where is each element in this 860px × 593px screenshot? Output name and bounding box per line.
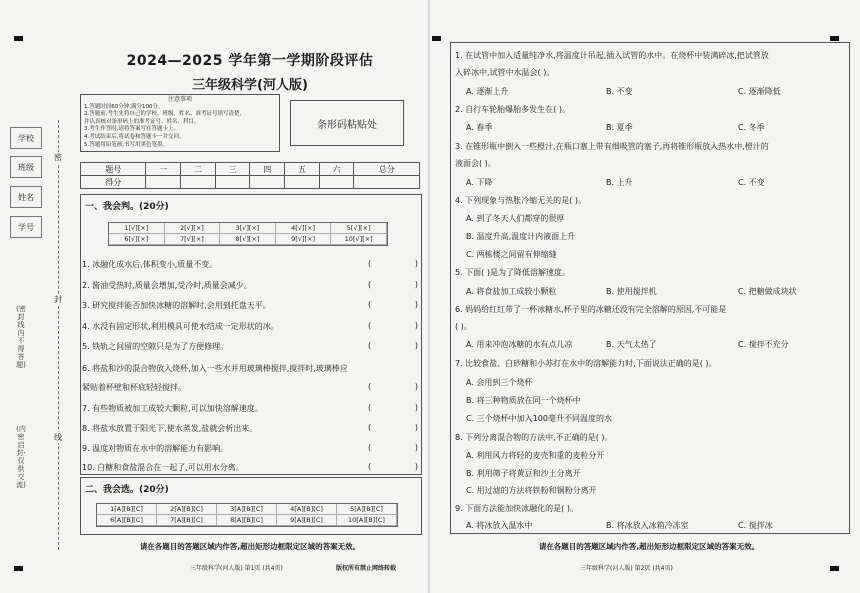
notice-item: 5.答题用铅笔画,书写用黑色笔墨。 [84, 141, 168, 148]
judge-question: 5. 铁轨之间留的空隙只是为了方便修理。 [82, 342, 229, 351]
side-label-class: 班级 [10, 156, 42, 178]
barcode-area: 条形码粘贴处 [290, 100, 404, 146]
choice-question: 7. 比较食盐、白砂糖和小苏打在水中的溶解能力时,下面说法正确的是( )。 [455, 359, 717, 368]
side-label-name: 姓名 [10, 186, 42, 208]
option-c[interactable]: C. 逐渐降低 [738, 87, 781, 96]
seal-char: 密 [54, 153, 62, 162]
answer-cell[interactable]: 6[√][×] [109, 234, 165, 245]
choice-question-cont: ( )。 [455, 322, 472, 331]
answer-paren: ( ) [368, 382, 418, 391]
page-footer: 三年级科学(河人版) 第2页 (共4页) [580, 565, 673, 572]
score-label: 得分 [81, 176, 146, 189]
notice-item: 并认真核对条形码上的准考证号、姓名、科目。 [84, 118, 200, 125]
seal-char: 线 [54, 433, 62, 442]
choice-question: 6. 妈妈给红红带了一杯冰糖水,杯子里的冰糖还没有完全溶解的原因,不可能是 [455, 305, 727, 314]
score-header: 三 [215, 163, 250, 176]
option-c[interactable]: C. 三个烧杯中加入100毫升不同温度的水 [466, 414, 612, 423]
answer-cell[interactable]: 2[A][B][C] [157, 504, 217, 515]
option-b[interactable]: B. 利用筛子将黄豆和沙土分离开 [466, 469, 581, 478]
option-c[interactable]: C. 不变 [738, 178, 765, 187]
option-a[interactable]: A. 春季 [466, 123, 493, 132]
score-cell [319, 176, 354, 189]
choice-question-cont: 液面会( )。 [455, 159, 496, 168]
choice-question: 9. 下面方法能加快冰融化的是( )。 [455, 504, 578, 513]
option-c[interactable]: C. 搅拌冰 [738, 521, 773, 530]
judge-question: 10. 白糖和食盐混合在一起了,可以用水分离。 [82, 463, 244, 472]
option-b[interactable]: B. 上升 [606, 178, 633, 187]
judge-question: 7. 有些物质被加工成较大颗粒,可以加快溶解速度。 [82, 404, 263, 413]
score-cell [215, 176, 250, 189]
notice-item: 2.答题前,考生先将自己的学校、班级、姓名、准考证号填写清楚, [84, 111, 242, 118]
option-b[interactable]: B. 不变 [606, 87, 633, 96]
answer-cell[interactable]: 8[A][B][C] [217, 515, 277, 526]
answer-cell[interactable]: 1[√][×] [109, 223, 165, 234]
score-header: 二 [181, 163, 216, 176]
answer-cell[interactable]: 9[√][×] [276, 234, 332, 245]
answer-cell[interactable]: 7[√][×] [165, 234, 221, 245]
answer-paren: ( ) [368, 423, 418, 432]
option-b[interactable]: B. 将冰放入冰箱冷冻室 [606, 521, 689, 530]
judge-question: 1. 冰融化成水后,体积变小,质量不变。 [82, 260, 218, 269]
judge-question: 6. 将盐和沙的混合物放入烧杯,加入一些水并用玻璃棒搅拌,搅拌时,玻璃棒应 [82, 364, 348, 373]
copyright-note: 版权所有禁止网络转载 [336, 565, 397, 572]
judge-question: 3. 研究搅拌能否加快冰糖的溶解时,会用到托盘天平。 [82, 301, 271, 310]
side-label-school: 学校 [10, 127, 42, 149]
option-b[interactable]: B. 温度升高,温度计内液面上升 [466, 232, 576, 241]
side-label-id: 学号 [10, 216, 42, 238]
alignment-mark [14, 566, 23, 571]
option-c[interactable]: C. 用过滤的方法将铁粉和铜粉分离开 [466, 486, 597, 495]
seal-note: (密封线内不得答题) [16, 305, 26, 369]
option-a[interactable]: A. 将食盐加工成较小颗粒 [466, 287, 557, 296]
answer-cell[interactable]: 9[A][B][C] [277, 515, 337, 526]
option-c[interactable]: C. 搅拌不充分 [738, 340, 789, 349]
answer-paren: ( ) [368, 259, 418, 268]
answer-cell[interactable]: 5[√][×] [331, 223, 387, 234]
option-a[interactable]: A. 会用到三个烧杯 [466, 378, 533, 387]
score-header: 六 [319, 163, 354, 176]
score-header: 四 [250, 163, 285, 176]
seal-line [58, 120, 59, 550]
choice-question-cont: 入碎冰中,试管中水温会( )。 [455, 68, 555, 77]
alignment-mark [432, 36, 441, 41]
score-cell [250, 176, 285, 189]
choice-question: 4. 下列现象与热胀冷缩无关的是( )。 [455, 196, 586, 205]
alignment-mark [830, 36, 839, 41]
score-cell [285, 176, 320, 189]
choice-question: 1. 在试管中加入适量纯净水,将温度计吊起,插入试管的水中。在烧杯中装满碎冰,把试管放 [455, 51, 769, 60]
section1-title: 一、我会判。(20分) [85, 202, 169, 212]
alignment-mark [14, 36, 23, 41]
score-header: 一 [146, 163, 181, 176]
section1-answer-grid [108, 222, 388, 246]
answer-cell[interactable]: 3[A][B][C] [217, 504, 277, 515]
option-a[interactable]: A. 到了冬天人们都穿的很厚 [466, 214, 565, 223]
judge-question: 4. 水没有固定形状,利用模具可使水结成一定形状的冰。 [82, 322, 279, 331]
option-a[interactable]: A. 将冰放入温水中 [466, 521, 533, 530]
answer-cell[interactable]: 10[A][B][C] [337, 515, 397, 526]
answer-cell[interactable]: 1[A][B][C] [97, 504, 157, 515]
seal-note: (内密启封·仅供交流) [16, 425, 26, 489]
left-page [0, 0, 428, 593]
score-cell [146, 176, 181, 189]
answer-cell[interactable]: 10[√][×] [331, 234, 387, 245]
score-header: 总分 [354, 163, 420, 176]
score-header: 题号 [81, 163, 146, 176]
answer-paren: ( ) [368, 321, 418, 330]
option-a[interactable]: A. 下降 [466, 178, 493, 187]
answer-cell[interactable]: 7[A][B][C] [157, 515, 217, 526]
answer-paren: ( ) [368, 443, 418, 452]
option-c[interactable]: C. 两栋楼之间留有伸缩缝 [466, 250, 557, 259]
seal-char: 封 [54, 295, 62, 304]
answer-paren: ( ) [368, 403, 418, 412]
choice-question: 5. 下面( )是为了降低溶解速度。 [455, 268, 570, 277]
answer-cell[interactable]: 4[√][×] [276, 223, 332, 234]
section2-answer-grid [96, 503, 398, 527]
answer-paren: ( ) [368, 341, 418, 350]
answer-cell[interactable]: 2[√][×] [165, 223, 221, 234]
option-b[interactable]: B. 夏季 [606, 123, 633, 132]
footer-note: 请在各题目的答题区域内作答,超出矩形边框限定区域的答案无效。 [139, 542, 361, 551]
option-a[interactable]: A. 利用风力将轻的麦壳和重的麦粒分开 [466, 451, 605, 460]
judge-question-cont: 紧贴着杯壁和杯底轻轻搅拌。 [82, 383, 186, 392]
judge-question: 8. 将盐水放置于阳光下,使水蒸发,盐就会析出来。 [82, 424, 258, 433]
option-a[interactable]: A. 逐渐上升 [466, 87, 509, 96]
score-cell [354, 176, 420, 189]
exam-title: 2024—2025 学年第一学期阶段评估 [126, 53, 374, 69]
option-c[interactable]: C. 冬季 [738, 123, 765, 132]
answer-cell[interactable]: 6[A][B][C] [97, 515, 157, 526]
option-b[interactable]: B. 使用搅拌机 [606, 287, 657, 296]
notice-item: 3.考生作答时,请将答案写在答题卡上。 [84, 126, 179, 133]
answer-cell[interactable]: 8[√][×] [220, 234, 276, 245]
page-footer: 三年级科学(河人版) 第1页 (共4页) [190, 565, 283, 572]
notice-item: 4.考试结束后,将试卷和答题卡一并交回。 [84, 133, 185, 140]
notice-box [80, 94, 280, 152]
answer-cell[interactable]: 4[A][B][C] [277, 504, 337, 515]
choice-question: 3. 在锥形瓶中倒入一些橙汁,在瓶口塞上带有细吸管的塞子,再将锥形瓶放入热水中,橙汁的 [455, 142, 769, 151]
answer-cell[interactable]: 3[√][×] [220, 223, 276, 234]
score-cell [181, 176, 216, 189]
option-b[interactable]: B. 将三种物质放在同一个烧杯中 [466, 396, 581, 405]
option-b[interactable]: B. 天气太热了 [606, 340, 657, 349]
section2-title: 二、我会选。(20分) [85, 485, 169, 495]
alignment-mark [830, 566, 839, 571]
choice-question: 8. 下列分离混合物的方法中,不正确的是( )。 [455, 433, 613, 442]
option-c[interactable]: C. 把糖做成块状 [738, 287, 797, 296]
notice-title: 注意事项 [167, 96, 192, 103]
score-header: 五 [285, 163, 320, 176]
answer-cell[interactable]: 5[A][B][C] [337, 504, 397, 515]
answer-paren: ( ) [368, 280, 418, 289]
answer-paren: ( ) [368, 300, 418, 309]
judge-question: 9. 温度对物质在水中的溶解能力有影响。 [82, 444, 229, 453]
option-a[interactable]: A. 用来冲泡冰糖的水有点儿凉 [466, 340, 573, 349]
exam-subtitle: 三年级科学(河人版) [192, 78, 308, 93]
notice-item: 1.答题时间60分钟,满分100分。 [84, 103, 164, 110]
judge-question: 2. 酱油受热时,质量会增加,受冷时,质量会减少。 [82, 281, 252, 290]
score-table [80, 162, 420, 189]
answer-paren: ( ) [368, 462, 418, 471]
choice-question: 2. 自行车轮胎爆胎多发生在( )。 [455, 105, 570, 114]
footer-note: 请在各题目的答题区域内作答,超出矩形边框限定区域的答案无效。 [538, 542, 760, 551]
